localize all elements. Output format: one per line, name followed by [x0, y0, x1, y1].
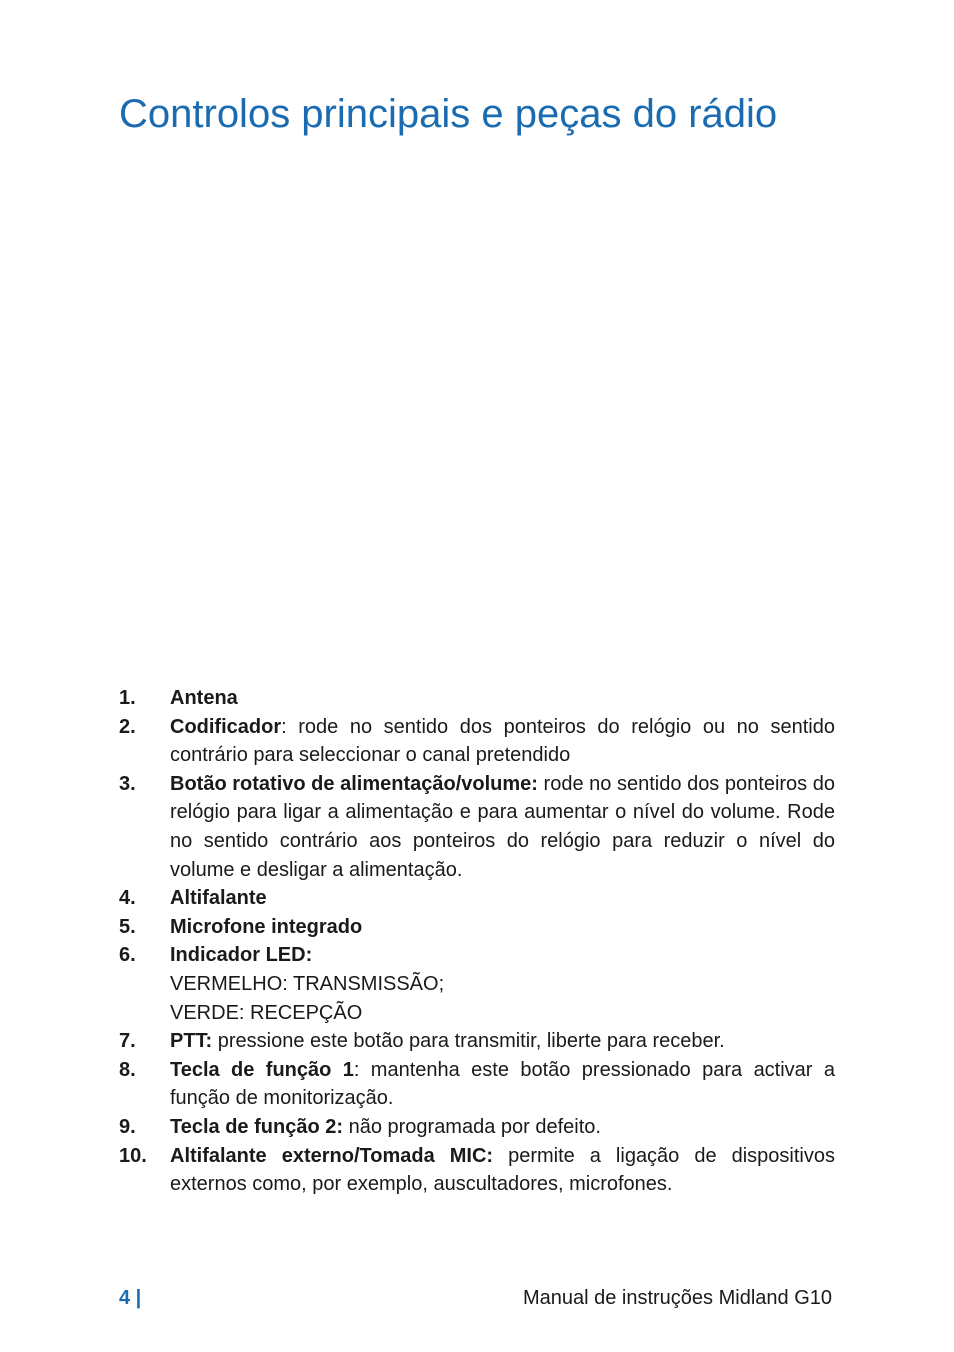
item-number: 5.	[119, 915, 136, 938]
item-term: Altifalante externo/Tomada MIC:	[170, 1144, 494, 1167]
item-number: 1.	[119, 687, 136, 709]
item-description: pressione este botão para transmitir, liberte para receber.	[212, 1030, 725, 1053]
manual-title: Manual de instruções Midland G10	[522, 1287, 832, 1309]
item-number: 3.	[119, 772, 136, 795]
item-term: Antena	[170, 687, 238, 709]
page-title: Controlos principais e peças do rádio	[119, 92, 778, 136]
item-number: 4.	[119, 887, 136, 910]
led-green-status: VERDE: RECEPÇÃO	[170, 1001, 363, 1024]
item-description: não programada por defeito.	[343, 1115, 601, 1138]
list-item	[119, 713, 835, 770]
item-description: : mantenha este botão pressionado para activar a função de monitorização.	[170, 1058, 835, 1110]
item-description: : rode no sentido dos ponteiros do relógio ou no sentido contrário para seleccionar o canal pretendido	[170, 715, 835, 767]
item-term: PTT:	[170, 1030, 213, 1053]
page-number: 4 |	[119, 1287, 142, 1309]
list-item	[119, 684, 835, 713]
list-item	[119, 1027, 835, 1056]
list-item	[119, 1056, 835, 1113]
item-number: 10.	[119, 1144, 147, 1167]
led-red-status: VERMELHO: TRANSMISSÃO;	[170, 972, 445, 995]
list-item	[119, 913, 835, 942]
list-item	[119, 1142, 835, 1199]
list-item	[119, 941, 835, 1027]
item-term: Microfone integrado	[170, 915, 363, 938]
item-term: Indicador LED:	[170, 944, 313, 967]
item-number: 8.	[119, 1058, 136, 1081]
item-number: 6.	[119, 944, 136, 967]
item-description: permite a ligação de dispositivos externos como, por exemplo, auscultadores, microfones.	[170, 1144, 835, 1196]
list-item	[119, 1113, 835, 1142]
item-term: Botão rotativo de alimentação/volume:	[170, 772, 538, 795]
controls-list	[119, 684, 835, 1199]
item-term: Altifalante	[170, 887, 267, 910]
radio-illustration-area	[119, 170, 835, 670]
item-description: rode no sentido dos ponteiros do relógio para ligar a alimentação e para aumentar o nível do volume. Rode no sentido contrário aos ponteiros do relógio para reduzir o nível do volume e desligar a alimentação.	[170, 772, 836, 881]
item-term: Tecla de função 1	[170, 1058, 354, 1081]
item-number: 9.	[119, 1115, 136, 1138]
list-item	[119, 770, 835, 884]
item-term: Tecla de função 2:	[170, 1115, 344, 1138]
item-term: Codificador	[170, 715, 282, 738]
item-number: 2.	[119, 715, 136, 738]
list-item	[119, 884, 835, 913]
item-number: 7.	[119, 1030, 136, 1053]
